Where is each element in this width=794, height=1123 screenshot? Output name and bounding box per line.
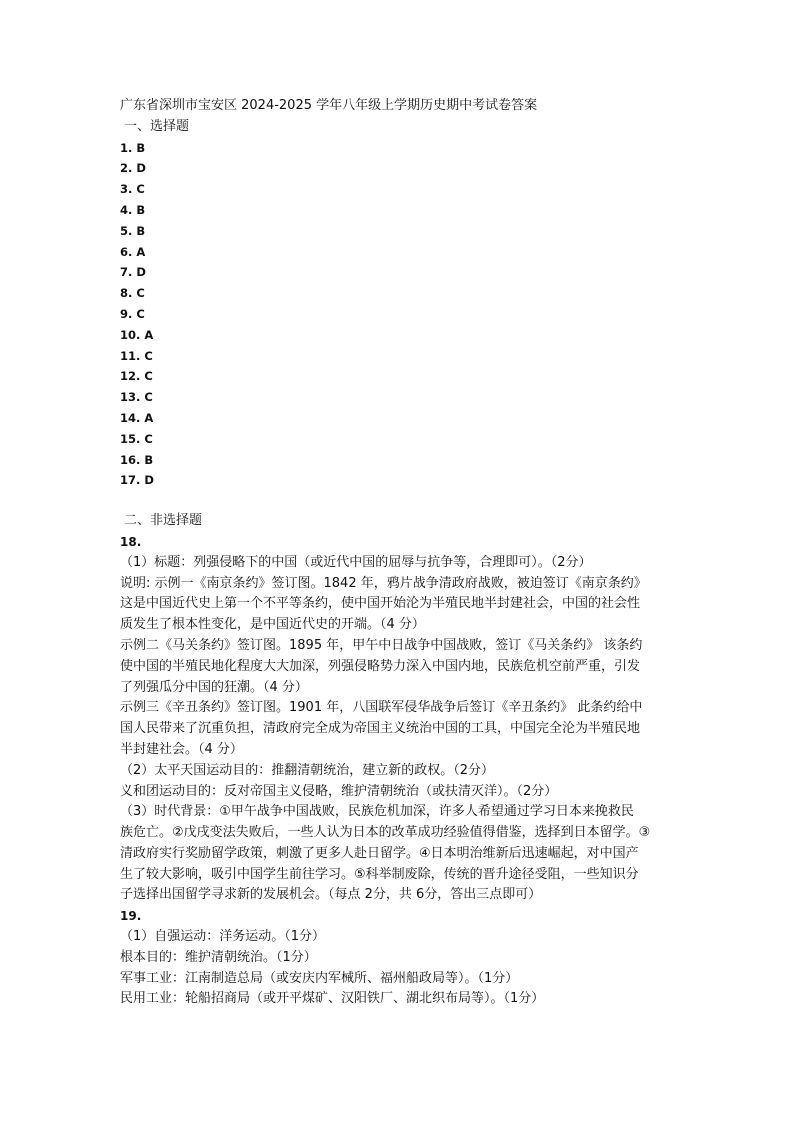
answer-item: 12. C: [120, 369, 153, 384]
answer-item: 4. B: [120, 202, 146, 217]
question-19: [120, 906, 700, 1010]
answer-item: 9. C: [120, 306, 145, 321]
answer-line: 义和团运动目的：反对帝国主义侵略，维护清朝统治（或扶清灭洋）。（2分）: [120, 783, 558, 799]
answer-line: 族危亡。②戊戌变法失败后，一些人认为日本的改革成功经验值得借鉴，选择到日本留学。③: [120, 825, 651, 841]
answer-line: 子选择出国留学寻求新的发展机会。（每点 2分，共 6分，答出三点即可）: [120, 887, 542, 903]
question-18: [120, 532, 700, 906]
answer-line: 民用工业：轮船招商局（或开平煤矿、汉阳铁厂、湖北织布局等）。（1分）: [120, 991, 545, 1007]
answer-line: 生了较大影响，吸引中国学生前往学习。⑤科举制废除，传统的晋升途径受阻，一些知识分: [120, 866, 639, 882]
answer-item: 8. C: [120, 286, 145, 301]
answer-line: 清政府实行奖励留学政策，刺激了更多人赴日留学。④日本明治维新后迅速崛起，对中国产: [120, 845, 639, 861]
answer-item: 5. B: [120, 223, 146, 238]
spacer: [120, 491, 700, 511]
answer-line: 示例三《辛丑条约》签订图。1901 年，八国联军侵华战争后签订《辛丑条约》 此条约给中: [120, 700, 643, 716]
answer-item: 15. C: [120, 431, 153, 446]
answer-item: 2. D: [120, 161, 146, 176]
section-heading-nonchoice: 二、非选择题: [124, 513, 203, 529]
answer-item: 10. A: [120, 327, 154, 342]
answer-line: 质发生了根本性变化，是中国近代史的开端。（4 分）: [120, 617, 425, 633]
answer-item: 11. C: [120, 348, 153, 363]
answer-line: 示例二《马关条约》签订图。1895 年，甲午中日战争中国战败，签订《马关条约》 该条约: [120, 637, 643, 653]
answer-line: 国人民带来了沉重负担，清政府完全成为帝国主义统治中国的工具，中国完全沦为半殖民地: [120, 721, 641, 737]
answer-line: （2）太平天国运动目的：推翻清朝统治，建立新的政权。（2分）: [120, 762, 495, 778]
answer-line: （3）时代背景：①甲午战争中国战败，民族危机加深，许多人希望通过学习日本来挽救民: [120, 804, 634, 820]
answer-document: [120, 96, 700, 1010]
answer-line: （1）自强运动：洋务运动。（1分）: [120, 929, 326, 945]
answer-line: 了列强瓜分中国的狂潮。（4 分）: [120, 679, 308, 695]
answer-line: （1）标题：列强侵略下的中国（或近代中国的屈辱与抗争等，合理即可）。（2分）: [120, 554, 592, 570]
answer-line: 这是中国近代史上第一个不平等条约，使中国开始沦为半殖民地半封建社会，中国的社会性: [120, 596, 641, 612]
answer-line: 使中国的半殖民地化程度大大加深，列强侵略势力深入中国内地，民族危机空前严重，引发: [120, 658, 641, 674]
section-heading-choice: 一、选择题: [124, 118, 190, 134]
question-number: 19.: [120, 909, 142, 924]
answer-item: 3. C: [120, 182, 145, 197]
document-title: 广东省深圳市宝安区 2024-2025 学年八年级上学期历史期中考试卷答案: [120, 98, 538, 113]
answer-item: 14. A: [120, 410, 154, 425]
answer-line: 半封建社会。（4 分）: [120, 741, 243, 757]
answer-line: 根本目的：维护清朝统治。（1分）: [120, 949, 317, 965]
answer-item: 16. B: [120, 452, 154, 467]
answer-item: 13. C: [120, 390, 153, 405]
answer-item: 7. D: [120, 265, 146, 280]
answer-item: 17. D: [120, 473, 154, 488]
answer-item: 6. A: [120, 244, 146, 259]
answer-list: [120, 138, 700, 492]
answer-line: 军事工业：江南制造总局（或安庆内军械所、福州船政局等）。（1分）: [120, 970, 519, 986]
question-number: 18.: [120, 534, 142, 549]
answer-line: 说明: 示例一《南京条约》签订图。1842 年，鸦片战争清政府战败，被迫签订《南京条约》: [120, 575, 647, 591]
answer-item: 1. B: [120, 140, 146, 155]
